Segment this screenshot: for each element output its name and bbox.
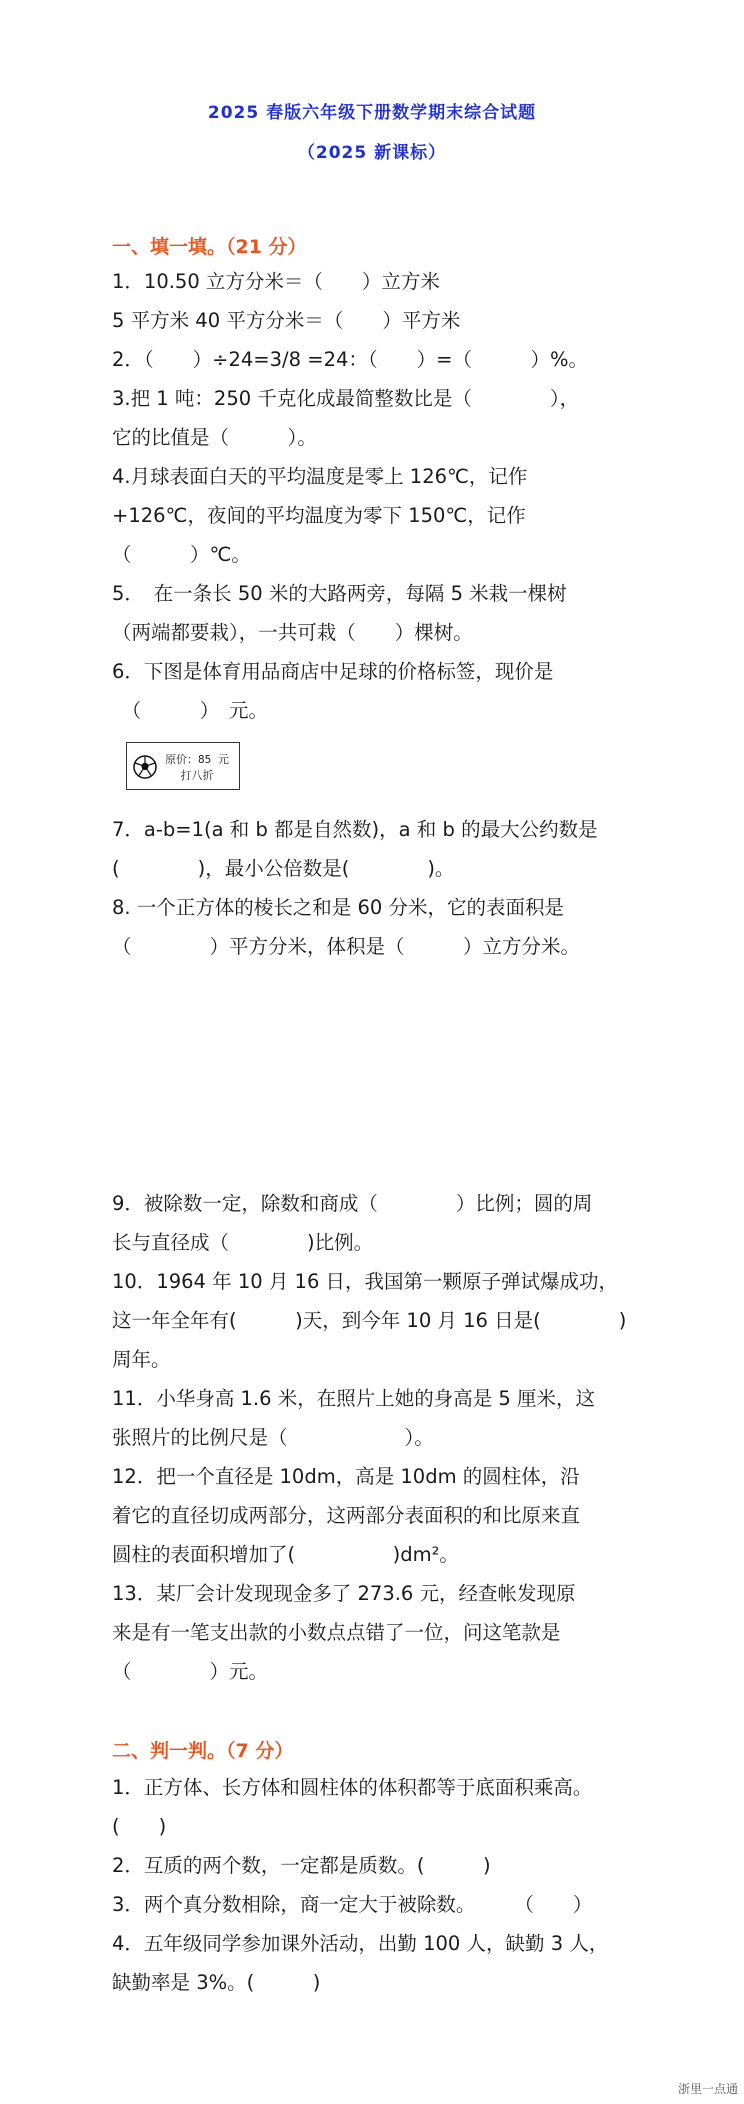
question-line: （ ） 元。 bbox=[112, 699, 269, 722]
question-line: 3.把 1 吨：250 千克化成最简整数比是（ ）， bbox=[112, 387, 580, 410]
question-line: （ ）元。 bbox=[112, 1660, 269, 1683]
watermark: 浙里一点通 bbox=[677, 2082, 738, 2096]
page-title: 2025 春版六年级下册数学期末综合试题 bbox=[207, 103, 537, 123]
question-line: 1．正方体、长方体和圆柱体的体积都等于底面积乘高。 bbox=[112, 1776, 593, 1799]
question-line: （两端都要栽），一共可栽（ ）棵树。 bbox=[112, 621, 473, 644]
price-tag-original-price: 原价：85 元 bbox=[165, 753, 229, 766]
question-line: 13．某厂会计发现现金多了 273.6 元，经查帐发现原 bbox=[112, 1582, 576, 1605]
question-line: 周年。 bbox=[112, 1348, 171, 1371]
section2-heading: 二、判一判。（7 分） bbox=[112, 1740, 294, 1762]
question-line: 它的比值是（ ）。 bbox=[112, 426, 317, 449]
question-line: 2．互质的两个数，一定都是质数。( ) bbox=[112, 1854, 491, 1877]
question-line: 8. 一个正方体的棱长之和是 60 分米，它的表面积是 bbox=[112, 896, 565, 919]
question-line: 3．两个真分数相除，商一定大于被除数。 （ ） bbox=[112, 1893, 593, 1916]
question-line: 6．下图是体育用品商店中足球的价格标签，现价是 bbox=[112, 660, 554, 683]
question-line: 2．（ ）÷24=3/8 =24：（ ）=（ ）%。 bbox=[112, 348, 588, 371]
question-line: +126℃，夜间的平均温度为零下 150℃，记作 bbox=[112, 504, 526, 527]
question-line: 12．把一个直径是 10dm，高是 10dm 的圆柱体，沿 bbox=[112, 1465, 580, 1488]
question-line: 4.月球表面白天的平均温度是零上 126℃，记作 bbox=[112, 465, 528, 488]
question-line: 10．1964 年 10 月 16 日，我国第一颗原子弹试爆成功， bbox=[112, 1270, 619, 1293]
question-line: 11．小华身高 1.6 米，在照片上她的身高是 5 厘米，这 bbox=[112, 1387, 596, 1410]
question-line: 张照片的比例尺是（ ）。 bbox=[112, 1426, 434, 1449]
question-line: 4．五年级同学参加课外活动，出勤 100 人，缺勤 3 人， bbox=[112, 1932, 609, 1955]
question-line: ( )，最小公倍数是( )。 bbox=[112, 857, 455, 880]
question-line: ( ) bbox=[112, 1815, 167, 1838]
price-tag-discount: 打八折 bbox=[180, 769, 214, 782]
page-subtitle: （2025 新课标） bbox=[297, 143, 447, 163]
question-line: 来是有一笔支出款的小数点点错了一位，问这笔款是 bbox=[112, 1621, 561, 1644]
question-line: （ ）平方分米，体积是（ ）立方分米。 bbox=[112, 935, 581, 958]
soccer-ball-icon bbox=[133, 755, 157, 779]
question-line: 圆柱的表面积增加了( )dm²。 bbox=[112, 1543, 459, 1566]
question-line: 这一年全年有( )天，到今年 10 月 16 日是( ) bbox=[112, 1309, 627, 1332]
question-line: （ ）℃。 bbox=[112, 543, 251, 566]
question-line: 9．被除数一定，除数和商成（ ）比例；圆的周 bbox=[112, 1192, 593, 1215]
section1-heading: 一、填一填。（21 分） bbox=[112, 236, 307, 258]
question-line: 1．10.50 立方分米＝（ ）立方米 bbox=[112, 270, 440, 293]
question-line: 5 平方米 40 平方分米＝（ ）平方米 bbox=[112, 309, 461, 332]
question-line: 缺勤率是 3%。( ) bbox=[112, 1971, 321, 1994]
question-line: 5． 在一条长 50 米的大路两旁，每隔 5 米栽一棵树 bbox=[112, 582, 567, 605]
question-line: 长与直径成（ )比例。 bbox=[112, 1231, 374, 1254]
price-tag bbox=[126, 742, 240, 790]
question-line: 7．a-b=1(a 和 b 都是自然数)，a 和 b 的最大公约数是 bbox=[112, 818, 598, 841]
question-line: 着它的直径切成两部分，这两部分表面积的和比原来直 bbox=[112, 1504, 581, 1527]
